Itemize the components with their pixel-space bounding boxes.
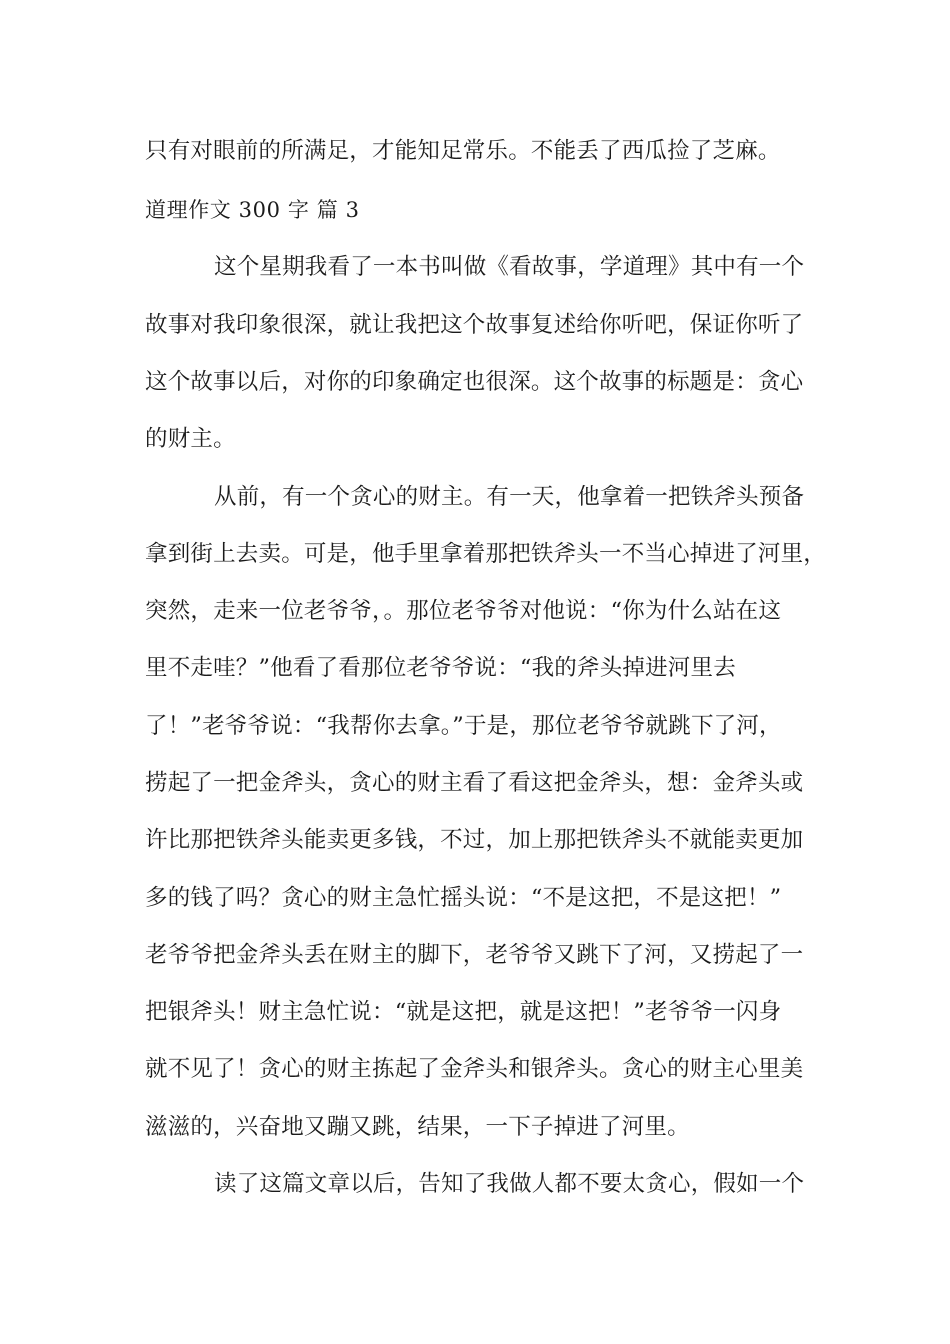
paragraph-line: 捞起了一把金斧头，贪心的财主看了看这把金斧头，想：金斧头或 [145, 770, 804, 796]
paragraph-line: 滋滋的，兴奋地又蹦又跳，结果，一下子掉进了河里。 [145, 1114, 690, 1140]
paragraph-line: 从前，有一个贪心的财主。有一天，他拿着一把铁斧头预备 [214, 484, 805, 510]
paragraph-line: 就不见了！贪心的财主拣起了金斧头和银斧头。贪心的财主心里美 [145, 1056, 804, 1082]
paragraph-line: 这个星期我看了一本书叫做《看故事，学道理》其中有一个 [214, 254, 805, 280]
paragraph-line: 许比那把铁斧头能卖更多钱，不过，加上那把铁斧头不就能卖更加 [145, 827, 804, 853]
section-heading: 道理作文 300 字 篇 3 [145, 198, 360, 222]
paragraph-line: 突然，走来一位老爷爷，。那位老爷爷对他说：“你为什么站在这 [145, 598, 782, 624]
paragraph-line: 的财主。 [145, 426, 236, 452]
paragraph-line: 读了这篇文章以后，告知了我做人都不要太贪心，假如一个 [214, 1171, 805, 1197]
paragraph-line: 只有对眼前的所满足，才能知足常乐。不能丢了西瓜捡了芝麻。 [145, 138, 781, 164]
paragraph-line: 拿到街上去卖。可是，他手里拿着那把铁斧头一不当心掉进了河里， [145, 541, 827, 567]
paragraph-line: 了！”老爷爷说：“我帮你去拿。”于是，那位老爷爷就跳下了河， [145, 713, 782, 739]
paragraph-line: 故事对我印象很深，就让我把这个故事复述给你听吧，保证你听了 [145, 312, 804, 338]
paragraph-line: 老爷爷把金斧头丢在财主的脚下，老爷爷又跳下了河，又捞起了一 [145, 942, 804, 968]
paragraph-line: 这个故事以后，对你的印象确定也很深。这个故事的标题是：贪心 [145, 369, 804, 395]
paragraph-line: 把银斧头！财主急忙说：“就是这把，就是这把！”老爷爷一闪身 [145, 999, 782, 1025]
paragraph-line: 多的钱了吗？贪心的财主急忙摇头说：“不是这把，不是这把！” [145, 885, 782, 911]
paragraph-line: 里不走哇？”他看了看那位老爷爷说：“我的斧头掉进河里去 [145, 655, 736, 681]
